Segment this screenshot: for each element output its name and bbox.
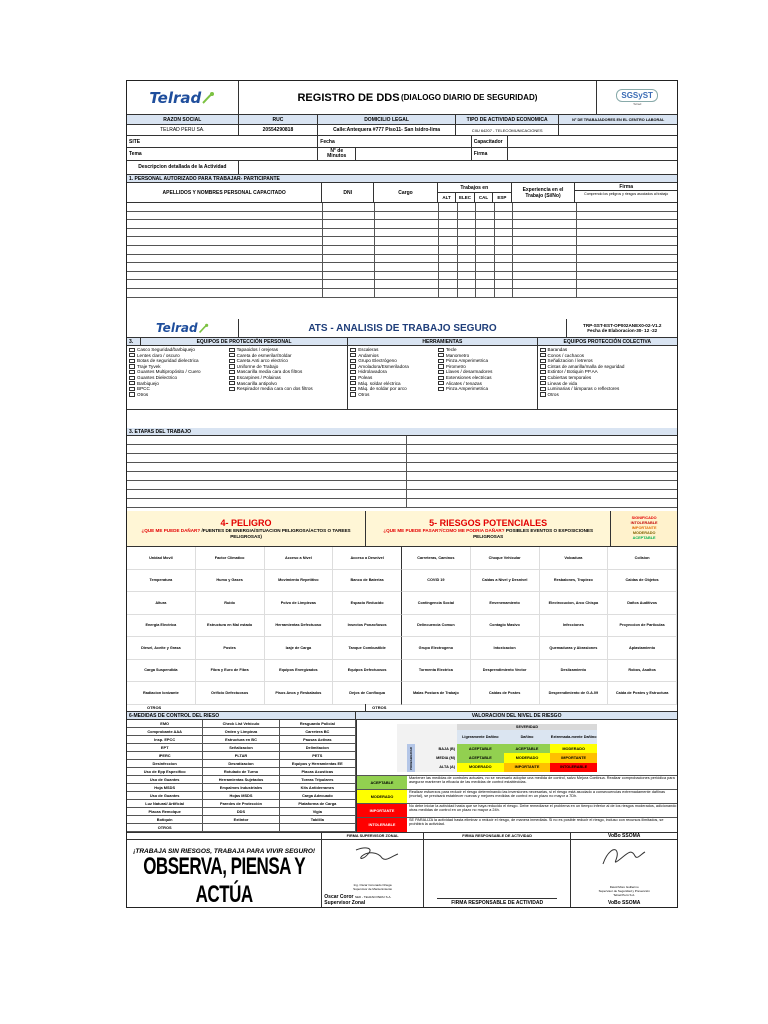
- medida-item[interactable]: Placas Acusticas: [280, 768, 356, 776]
- medida-item[interactable]: Plataforma de Carga: [280, 800, 356, 808]
- ats-num: 3.: [127, 338, 141, 345]
- riesgo-item[interactable]: Choque Vehicular: [471, 547, 540, 570]
- firma-supervisor-label: FIRMA SUPERVISOR ZONAL: [322, 833, 424, 839]
- prob-baja: BAJA (B): [438, 746, 455, 751]
- peligro-item[interactable]: Insectos Ponzoñosos: [333, 615, 402, 638]
- medida-item[interactable]: EMO: [127, 720, 203, 728]
- medidas-row: [127, 776, 356, 784]
- trabajo-elec: ELEC: [456, 193, 474, 202]
- medida-item[interactable]: Botiquin: [127, 816, 203, 824]
- prob-alta: ALTA (A): [439, 765, 455, 770]
- checkbox-item[interactable]: Cubiertas temporales: [540, 375, 675, 381]
- peligro-item[interactable]: Equipos Energizados: [265, 660, 334, 683]
- medidas-row: [127, 760, 356, 768]
- peligro-riesgo-header: [127, 511, 677, 547]
- table-row[interactable]: [127, 454, 677, 463]
- matrix-cell: ACEPTABLE: [457, 753, 504, 762]
- company-labels: [127, 115, 677, 125]
- sev-extremo: Extremada-mente Dañino: [550, 730, 597, 744]
- medidas-row: [127, 720, 356, 728]
- medida-item[interactable]: Extintor: [203, 816, 279, 824]
- checkbox-item[interactable]: Amoladora/Esmeriladora: [350, 364, 434, 370]
- col-dni: DNI: [322, 183, 374, 202]
- otros-row: [127, 704, 677, 712]
- table-row[interactable]: [127, 203, 677, 212]
- table-row[interactable]: [127, 212, 677, 221]
- peligro-riesgo-grid: [127, 547, 677, 705]
- signature-spacer: [127, 833, 322, 839]
- peligro-item[interactable]: Polvo de Limpiezas: [265, 592, 334, 615]
- riesgo-item[interactable]: Volcadura: [540, 547, 609, 570]
- medida-item[interactable]: Delimitacion: [280, 744, 356, 752]
- medida-item[interactable]: [203, 824, 279, 832]
- section1-title: [127, 175, 677, 183]
- matrix-cell: ACEPTABLE: [457, 744, 504, 753]
- signature-icon: [352, 844, 402, 866]
- medidas-row: [127, 728, 356, 736]
- checkbox-item[interactable]: Casco Seguridad/barbiquejo: [129, 347, 225, 353]
- etapas-table: [127, 436, 677, 508]
- peligro-item[interactable]: Acceso a Desnivel: [333, 547, 402, 570]
- checkbox-item[interactable]: Pinza Amperimetrica: [438, 358, 535, 364]
- medidas-row: [127, 808, 356, 816]
- riesgo-item[interactable]: Intoxicacion: [471, 637, 540, 660]
- riesgo-item[interactable]: Carreteras, Caminos: [402, 547, 471, 570]
- level-moderado: MODERADO Realizar esfuerzos para reducir el riesgo determinando las inversiones necesarias, si el riesgo está asociado a consecuencias extremadamente dañinas (mortal), se precisará establecer nuevas y mejores medidas de control en un plazo no mayor a 7Dh.: [357, 789, 678, 803]
- checkbox-item[interactable]: Luminarias / lámparas o reflectores: [540, 386, 675, 392]
- medida-item[interactable]: PETS: [280, 752, 356, 760]
- severidad-label: SEVERIDAD: [457, 724, 597, 730]
- checkbox-item[interactable]: Señalizacion / letreros: [540, 358, 675, 364]
- checkbox-item[interactable]: Pirometro: [438, 364, 535, 370]
- form-title: REGISTRO DE DDS (DIALOGO DIARIO DE SEGURIDAD): [239, 81, 598, 114]
- peligro-item[interactable]: Dejos de Confloqua: [333, 682, 402, 705]
- prob-media: MEDIA (M): [436, 755, 455, 760]
- riesgo-item[interactable]: Tormenta Electrica: [402, 660, 471, 683]
- riesgo-item[interactable]: Proyeccion de Particulas: [608, 615, 677, 638]
- trabajo-esp: ESP: [497, 195, 507, 200]
- section1-heading: 1. PERSONAL AUTORIZADO PARA TRABAJAR- PARTICIPANTE: [129, 175, 280, 182]
- trabajo-cal: CAL: [475, 193, 493, 202]
- medida-item[interactable]: [280, 824, 356, 832]
- checkbox-item[interactable]: Llaves / desarmadores: [438, 369, 535, 375]
- peligro-item[interactable]: Herramientas Defectuoso: [265, 615, 334, 638]
- medidas-valoracion-title: [127, 712, 677, 720]
- telrad-logo: Telrad: [127, 81, 239, 114]
- table-row[interactable]: [127, 436, 677, 445]
- section1-header: [127, 183, 677, 203]
- riesgos-heading: 5- RIESGOS POTENCIALES ¿QUE ME PUEDE PASAR?/COMO ME PODRIA DAÑAR? POSIBLES EVENTOS O EXPOSICIONES PELIGROSAS: [366, 511, 611, 546]
- ats-code: TRP-SST-EST-OP002ANEX0-02-V1.2 Fecha de Elaboracion-30- 12 -22: [583, 323, 662, 333]
- peligro-item[interactable]: Espacio Reducido: [333, 592, 402, 615]
- checkbox-item[interactable]: Escarpines / Polainas: [229, 375, 346, 381]
- logo-swoosh-icon: [201, 91, 215, 105]
- riesgo-item[interactable]: Electrocucion, Arco Chispa: [540, 592, 609, 615]
- trabajadores-value[interactable]: [559, 125, 677, 135]
- checkbox-item[interactable]: Otros: [350, 392, 434, 398]
- peligro-item[interactable]: Pisos Anos y Resbalados: [265, 682, 334, 705]
- level-aceptable: ACEPTABLE Mantener las medidas de controles actuales, no se necesario adoptar una medida de control, salvo Mejora Continua. Realizar comprobaciones periódica para asegurar mantener la eficacia de las medidas de control establecidas.: [357, 775, 678, 789]
- checkbox-item[interactable]: Otros: [129, 392, 225, 398]
- etapas-heading: 3. ETAPAS DEL TRABAJO: [129, 428, 191, 435]
- herramientas-heading: HERRAMIENTAS: [348, 338, 537, 345]
- domicilio-value: Calle:Antequera #777 Piso11- San Isidro-lima: [318, 125, 456, 135]
- medidas-row: [127, 752, 356, 760]
- peligro-item[interactable]: Fibra y Euro de Fibra: [196, 660, 265, 683]
- peligro-item[interactable]: Carga Suspendida: [127, 660, 196, 683]
- peligro-item[interactable]: Diesel, Aceite y Grasa: [127, 637, 196, 660]
- peligro-item[interactable]: Temperatura: [127, 570, 196, 593]
- checkbox-item[interactable]: Barandas: [540, 347, 675, 353]
- medida-item[interactable]: Tablilla: [280, 816, 356, 824]
- checkbox-item[interactable]: Hidrolavadora: [350, 369, 434, 375]
- table-row[interactable]: [127, 472, 677, 481]
- medidas-row: [127, 816, 356, 824]
- epp-list-1: [127, 346, 227, 409]
- sev-ligero: Ligeramente Dañino: [457, 730, 504, 744]
- firma-field[interactable]: [508, 148, 677, 160]
- table-row[interactable]: [127, 490, 677, 499]
- capacitador-label: Capacitador: [472, 136, 508, 147]
- medida-item[interactable]: Estructura en BC: [203, 736, 279, 744]
- col-cargo: Cargo: [374, 183, 438, 202]
- peligro-item[interactable]: Altura: [127, 592, 196, 615]
- matrix-cell: MODERADO: [550, 744, 597, 753]
- medida-item[interactable]: EPT: [127, 744, 203, 752]
- peligro-item[interactable]: Equipos Defectuosos: [333, 660, 402, 683]
- table-row[interactable]: [127, 237, 677, 246]
- ats-title: ATS - ANALISIS DE TRABAJO SEGURO: [239, 319, 568, 337]
- col-experiencia: Experiencia en el Trabajo (Si/No): [512, 183, 576, 202]
- ats-header: [127, 319, 677, 338]
- table-row[interactable]: [127, 445, 677, 454]
- checkbox-item[interactable]: Alicates / tenazas: [438, 381, 535, 387]
- peligro-item[interactable]: Izaje de Carga: [265, 637, 334, 660]
- medida-item[interactable]: Desinfeccion: [127, 760, 203, 768]
- checkbox-item[interactable]: Grupo Electrógeno: [350, 358, 434, 364]
- medida-item[interactable]: Rotulado de Turno: [203, 768, 279, 776]
- signature-labels: [127, 832, 677, 840]
- matrix-cell: INTOLERABLE: [550, 763, 597, 772]
- riesgo-item[interactable]: Contingencia Social: [402, 592, 471, 615]
- herramientas-list-1: [348, 346, 436, 409]
- medida-item[interactable]: Hojas MSDS: [203, 792, 279, 800]
- matrix-cell: MODERADO: [504, 753, 551, 762]
- peligro-item[interactable]: Movimiento Repetitivo: [265, 570, 334, 593]
- riesgo-item[interactable]: Grupo Electrogeno: [402, 637, 471, 660]
- checkbox-item[interactable]: Máq. de soldar por arco: [350, 386, 434, 392]
- medida-item[interactable]: IPERC: [127, 752, 203, 760]
- medida-item[interactable]: OTROS: [127, 824, 203, 832]
- epp-heading: EQUIPOS DE PROTECCIÓN PERSONAL: [141, 338, 348, 345]
- riesgo-item[interactable]: Quemaduras y Abrasiones: [540, 637, 609, 660]
- medida-item[interactable]: Paredes de Protección: [203, 800, 279, 808]
- checkbox-item[interactable]: Traje Tyvek: [129, 364, 225, 370]
- medida-item[interactable]: Luz Natural/ Artificial: [127, 800, 203, 808]
- peligro-item[interactable]: Ruido: [196, 592, 265, 615]
- checkbox-item[interactable]: BPCC: [129, 386, 225, 392]
- medida-item[interactable]: Equipos y Herramientas EE: [280, 760, 356, 768]
- checkbox-item[interactable]: Tapaoidos / orejeras: [229, 347, 346, 353]
- firma-label: Firma: [472, 148, 508, 160]
- matrix-cell: ACEPTABLE: [504, 744, 551, 753]
- table-row[interactable]: [127, 229, 677, 238]
- riesgo-item[interactable]: Desprendimiento Vector: [471, 660, 540, 683]
- form-header: [127, 81, 677, 115]
- riesgo-item[interactable]: Desprendimiento de G.A.09: [540, 682, 609, 705]
- riesgo-item[interactable]: Robos, Asaltos: [608, 660, 677, 683]
- peligro-item[interactable]: Tanque Combustible: [333, 637, 402, 660]
- company-values: [127, 125, 677, 136]
- ssoma-signature[interactable]: David Moro Guillermo Supervisor de Seguridad y Prevención Telrad Perú S.A. VoBo SSOMA: [571, 840, 677, 908]
- minutos-label: N° de Minutos: [318, 148, 356, 160]
- medida-item[interactable]: Carga Adecuado: [280, 792, 356, 800]
- peligro-item[interactable]: Acceso a Nivel: [265, 547, 334, 570]
- matrix-cell: IMPORTANTE: [550, 753, 597, 762]
- fecha-field[interactable]: Fecha: [318, 136, 471, 147]
- table-row[interactable]: [127, 280, 677, 289]
- actividad-value: CIIU 64207 - TELECOMUNICACIONES: [456, 125, 560, 135]
- checkbox-item[interactable]: Barbiquejo: [129, 381, 225, 387]
- firma-heading: Firma: [575, 183, 677, 191]
- medida-item[interactable]: Insp. EPCC: [127, 736, 203, 744]
- medida-item[interactable]: Resguardo Policial: [280, 720, 356, 728]
- medida-item[interactable]: Hoja MSDS: [127, 784, 203, 792]
- peligro-item[interactable]: Radiacion Ionizante: [127, 682, 196, 705]
- medida-item[interactable]: Comprobante AAA: [127, 728, 203, 736]
- medida-item[interactable]: Check List Vehículo: [203, 720, 279, 728]
- checkbox-item[interactable]: Respirador media cara con dos filtros: [229, 386, 346, 392]
- medidas-row: [127, 784, 356, 792]
- medida-item[interactable]: Señalizacion: [203, 744, 279, 752]
- label-razon-social: RAZON SOCIAL: [127, 115, 239, 124]
- label-domicilio: DOMICILIO LEGAL: [318, 115, 456, 124]
- col-apellidos: APELLIDOS Y NOMBRES PERSONAL CAPACITADO: [127, 183, 322, 202]
- medida-item[interactable]: Uso de Epp Especifico: [127, 768, 203, 776]
- table-row[interactable]: [127, 220, 677, 229]
- epc-list: [538, 346, 677, 409]
- probabilidad-rows: [417, 744, 457, 772]
- riesgo-item[interactable]: Resbalones, Tropiezo: [540, 570, 609, 593]
- peligro-item[interactable]: Unidad Movil: [127, 547, 196, 570]
- checkbox-item[interactable]: Tecle: [438, 347, 535, 353]
- etapas-title: [127, 428, 677, 436]
- checkbox-item[interactable]: Pinza Amperimetrica: [438, 386, 535, 392]
- valoracion-heading: VALORACION DEL NIVEL DE RIESGO: [471, 712, 562, 719]
- medida-item[interactable]: Empalmes Industriales: [203, 784, 279, 792]
- table-row[interactable]: [127, 481, 677, 490]
- medida-item[interactable]: PLTAR: [203, 752, 279, 760]
- descripcion-field[interactable]: [239, 161, 677, 174]
- checkbox-item[interactable]: Manometro: [438, 353, 535, 359]
- matrix-cell: MODERADO: [457, 763, 504, 772]
- riesgo-item[interactable]: Caida de Postes y Estructura: [608, 682, 677, 705]
- label-ruc: RUC: [239, 115, 319, 124]
- riesgo-item[interactable]: Delincuencia Comun: [402, 615, 471, 638]
- level-intolerable: INTOLERABLE SE PARALIZA la actividad hasta eliminar o reducir el riesgo, de manera inmediata. Si no es posible reducir el riesgo, incluso con recursos ilimitados, se prohibirá la actividad.: [357, 817, 678, 832]
- signature-icon: [597, 842, 647, 870]
- site-field[interactable]: SITE: [127, 136, 318, 147]
- riesgo-item[interactable]: Envenenamiento: [471, 592, 540, 615]
- checkbox-item[interactable]: Escaleras: [350, 347, 434, 353]
- ruc-value: 20554290818: [239, 125, 319, 135]
- peligro-heading: 4- PELIGRO ¿QUE ME PUEDE DAÑAR? /FUENTES DE ENERGIA/SITUACION PELIGROSA/ACTOS O TAREES PELIGROSAS): [127, 511, 366, 546]
- medida-item[interactable]: Orden y Limpieza: [203, 728, 279, 736]
- table-row[interactable]: [127, 255, 677, 264]
- checkbox-item[interactable]: Extensiones electricas: [438, 375, 535, 381]
- logo-swoosh-icon: [198, 323, 209, 334]
- medida-item[interactable]: Uso de Guantes: [127, 776, 203, 784]
- sev-danino: Dañino: [504, 730, 551, 744]
- riesgos-otros[interactable]: OTROS: [372, 705, 387, 710]
- checkbox-item[interactable]: Guantes Multipropósito / Cuero: [129, 369, 225, 375]
- checkbox-item[interactable]: Guantes Dielectrico: [129, 375, 225, 381]
- medidas-row: [127, 824, 356, 832]
- capacitador-field[interactable]: [508, 136, 677, 147]
- checkbox-item[interactable]: Careta Anti arco electrico: [229, 358, 346, 364]
- label-actividad: TIPO DE ACTIVIDAD ECONOMICA: [456, 115, 560, 124]
- epc-heading: EQUIPOS PROTECCIÓN COLECTIVA: [563, 338, 651, 345]
- label-trabajadores: N° DE TRABAJADORES EN EL CENTRO LABORAL: [559, 115, 677, 124]
- peligro-item[interactable]: Humo y Gases: [196, 570, 265, 593]
- medidas-row: [127, 736, 356, 744]
- dds-form: [126, 80, 678, 908]
- medida-item[interactable]: Kits Antiderrames: [280, 784, 356, 792]
- medida-item[interactable]: DDS: [203, 808, 279, 816]
- medida-item[interactable]: Placas Remolque: [127, 808, 203, 816]
- tema-field[interactable]: Tema: [127, 148, 318, 160]
- level-descriptions: [357, 775, 678, 832]
- checkbox-item[interactable]: Cintas de amarilla/malla de seguridad: [540, 364, 675, 370]
- probabilidad-label: PROBABILIDAD: [407, 744, 415, 772]
- matrix-cells: [457, 744, 597, 772]
- checkbox-item[interactable]: Uniforme de Trabajo: [229, 364, 346, 370]
- signature-area: [127, 840, 677, 908]
- col-trabajos: [438, 183, 512, 202]
- checkbox-item[interactable]: Mascarilla media cara dos filtros: [229, 369, 346, 375]
- medidas-row: [127, 792, 356, 800]
- minutos-field[interactable]: [356, 148, 472, 160]
- riesgo-item[interactable]: Caidas de Objetos: [608, 570, 677, 593]
- peligro-otros[interactable]: OTROS: [127, 704, 366, 711]
- risk-matrix: [397, 724, 597, 772]
- meta-row-2: [127, 148, 677, 161]
- slogan: ¡TRABAJA SIN RIESGOS, TRABAJA PARA VIVIR SEGURO! OBSERVA, PIENSA Y ACTÚA: [127, 840, 322, 908]
- trabajos-heading: Trabajos en: [438, 183, 511, 193]
- checkbox-item[interactable]: Poleas: [350, 375, 434, 381]
- checkbox-item[interactable]: Lentes claro / oscuro: [129, 353, 225, 359]
- peligro-item[interactable]: Orificio Defectuosos: [196, 682, 265, 705]
- meta-row-3: [127, 161, 677, 175]
- matrix-cell: IMPORTANTE: [504, 763, 551, 772]
- responsable-signature[interactable]: FIRMA RESPONSABLE DE ACTIVIDAD: [424, 840, 571, 908]
- riesgo-item[interactable]: Infecciones: [540, 615, 609, 638]
- riesgo-item[interactable]: Contagio Masivo: [471, 615, 540, 638]
- checkbox-item[interactable]: Mascarilla antipolvo: [229, 381, 346, 387]
- severidad-cols: [457, 730, 597, 744]
- herramientas-list-2: [436, 346, 538, 409]
- trabajo-alt: ALT: [438, 193, 456, 202]
- checkbox-item[interactable]: Otros: [540, 392, 675, 398]
- medida-item[interactable]: Desratizacion: [203, 760, 279, 768]
- medidas-row: [127, 744, 356, 752]
- checkbox-item[interactable]: Careta de esmerilar/Soldar: [229, 353, 346, 359]
- peligro-item[interactable]: Banco de Baterias: [333, 570, 402, 593]
- epp-list-2: [227, 346, 349, 409]
- medida-item[interactable]: Toreas Tripulares: [280, 776, 356, 784]
- table-row[interactable]: [127, 272, 677, 281]
- medidas-row: [127, 768, 356, 776]
- medidas-heading: 6-MEDIDAS DE CONTROL DEL RIESO: [127, 712, 356, 719]
- riesgo-item[interactable]: Deslizamiento: [540, 660, 609, 683]
- valoracion-panel: [357, 720, 678, 832]
- medida-item[interactable]: Carretera BC: [280, 728, 356, 736]
- checkbox-item[interactable]: Máq. soldar eléctrica: [350, 381, 434, 387]
- razon-social-value: TELRAD PERU SA.: [127, 125, 239, 135]
- riesgo-item[interactable]: Aplastamiento: [608, 637, 677, 660]
- medidas-grid: [127, 720, 357, 832]
- riesgo-item[interactable]: Malas Postura de Trabajo: [402, 682, 471, 705]
- peligro-item[interactable]: Postes: [196, 637, 265, 660]
- ats-logo: Telrad: [127, 319, 239, 337]
- vobo-ssoma-label: VoBo SSOMA: [607, 833, 641, 839]
- peligro-item[interactable]: Energia Electrica: [127, 615, 196, 638]
- table-row[interactable]: [127, 246, 677, 255]
- col-firma: [575, 183, 677, 202]
- riesgo-item[interactable]: Daños Auditivos: [608, 592, 677, 615]
- level-importante: IMPORTANTE No debe iniciar la actividad hasta que se haya reducido el riesgo. Debe remediarse el problema en un tiempo inferior al de los riesgos moderados, adicionando otras medidas de control en un plazo no mayor a 24h.: [357, 803, 678, 817]
- riesgo-item[interactable]: Colision: [608, 547, 677, 570]
- riesgo-item[interactable]: Caidas a Nivel y Desnivel: [471, 570, 540, 593]
- checkbox-item[interactable]: Conos / cachacos: [540, 353, 675, 359]
- checkbox-item[interactable]: Lineas de vida: [540, 381, 675, 387]
- checkbox-item[interactable]: Extintor / Botiquin PP.AA: [540, 369, 675, 375]
- table-row[interactable]: [127, 463, 677, 472]
- ats-lists: [127, 346, 677, 410]
- sgsyst-badge: SGSyST Telrad: [597, 81, 677, 114]
- checkbox-item[interactable]: Andamios: [350, 353, 434, 359]
- supervisor-signature[interactable]: Ing. Oscar Coronado Ortega Supervisor de Mantenimiento Oscar Coror NED - TELRAD PERU S.A. Supervisor Zonal: [322, 840, 424, 908]
- peligro-item[interactable]: Factor Climatico: [196, 547, 265, 570]
- medida-item[interactable]: Uso de Guantes: [127, 792, 203, 800]
- medida-item[interactable]: Pausas Activas: [280, 736, 356, 744]
- riesgo-item[interactable]: COVID 19: [402, 570, 471, 593]
- risk-legend: SIGNIFICADO INTOLERABLE IMPORTANTE MODERADO ACEPTABLE: [611, 511, 677, 546]
- firma-note: Comprendo los peligros y riesgos asociados al trabajo: [584, 192, 669, 196]
- meta-row-1: [127, 136, 677, 148]
- table-row[interactable]: [127, 289, 677, 298]
- riesgo-item[interactable]: Caidas de Postes: [471, 682, 540, 705]
- participants-table: [127, 203, 677, 298]
- peligro-item[interactable]: Estructura en Mal estado: [196, 615, 265, 638]
- medida-item[interactable]: Vigia: [280, 808, 356, 816]
- checkbox-item[interactable]: Botas de seguridad dielectrica: [129, 358, 225, 364]
- ats-columns: [127, 338, 677, 346]
- table-row[interactable]: [127, 499, 677, 508]
- medida-item[interactable]: Herramientas Sujetados: [203, 776, 279, 784]
- descripcion-label: Descripcion detallada de la Actividad: [127, 161, 239, 174]
- medidas-row: [127, 800, 356, 808]
- table-row[interactable]: [127, 263, 677, 272]
- firma-responsable-label: FIRMA RESPONSABLE DE ACTIVIDAD: [424, 833, 571, 839]
